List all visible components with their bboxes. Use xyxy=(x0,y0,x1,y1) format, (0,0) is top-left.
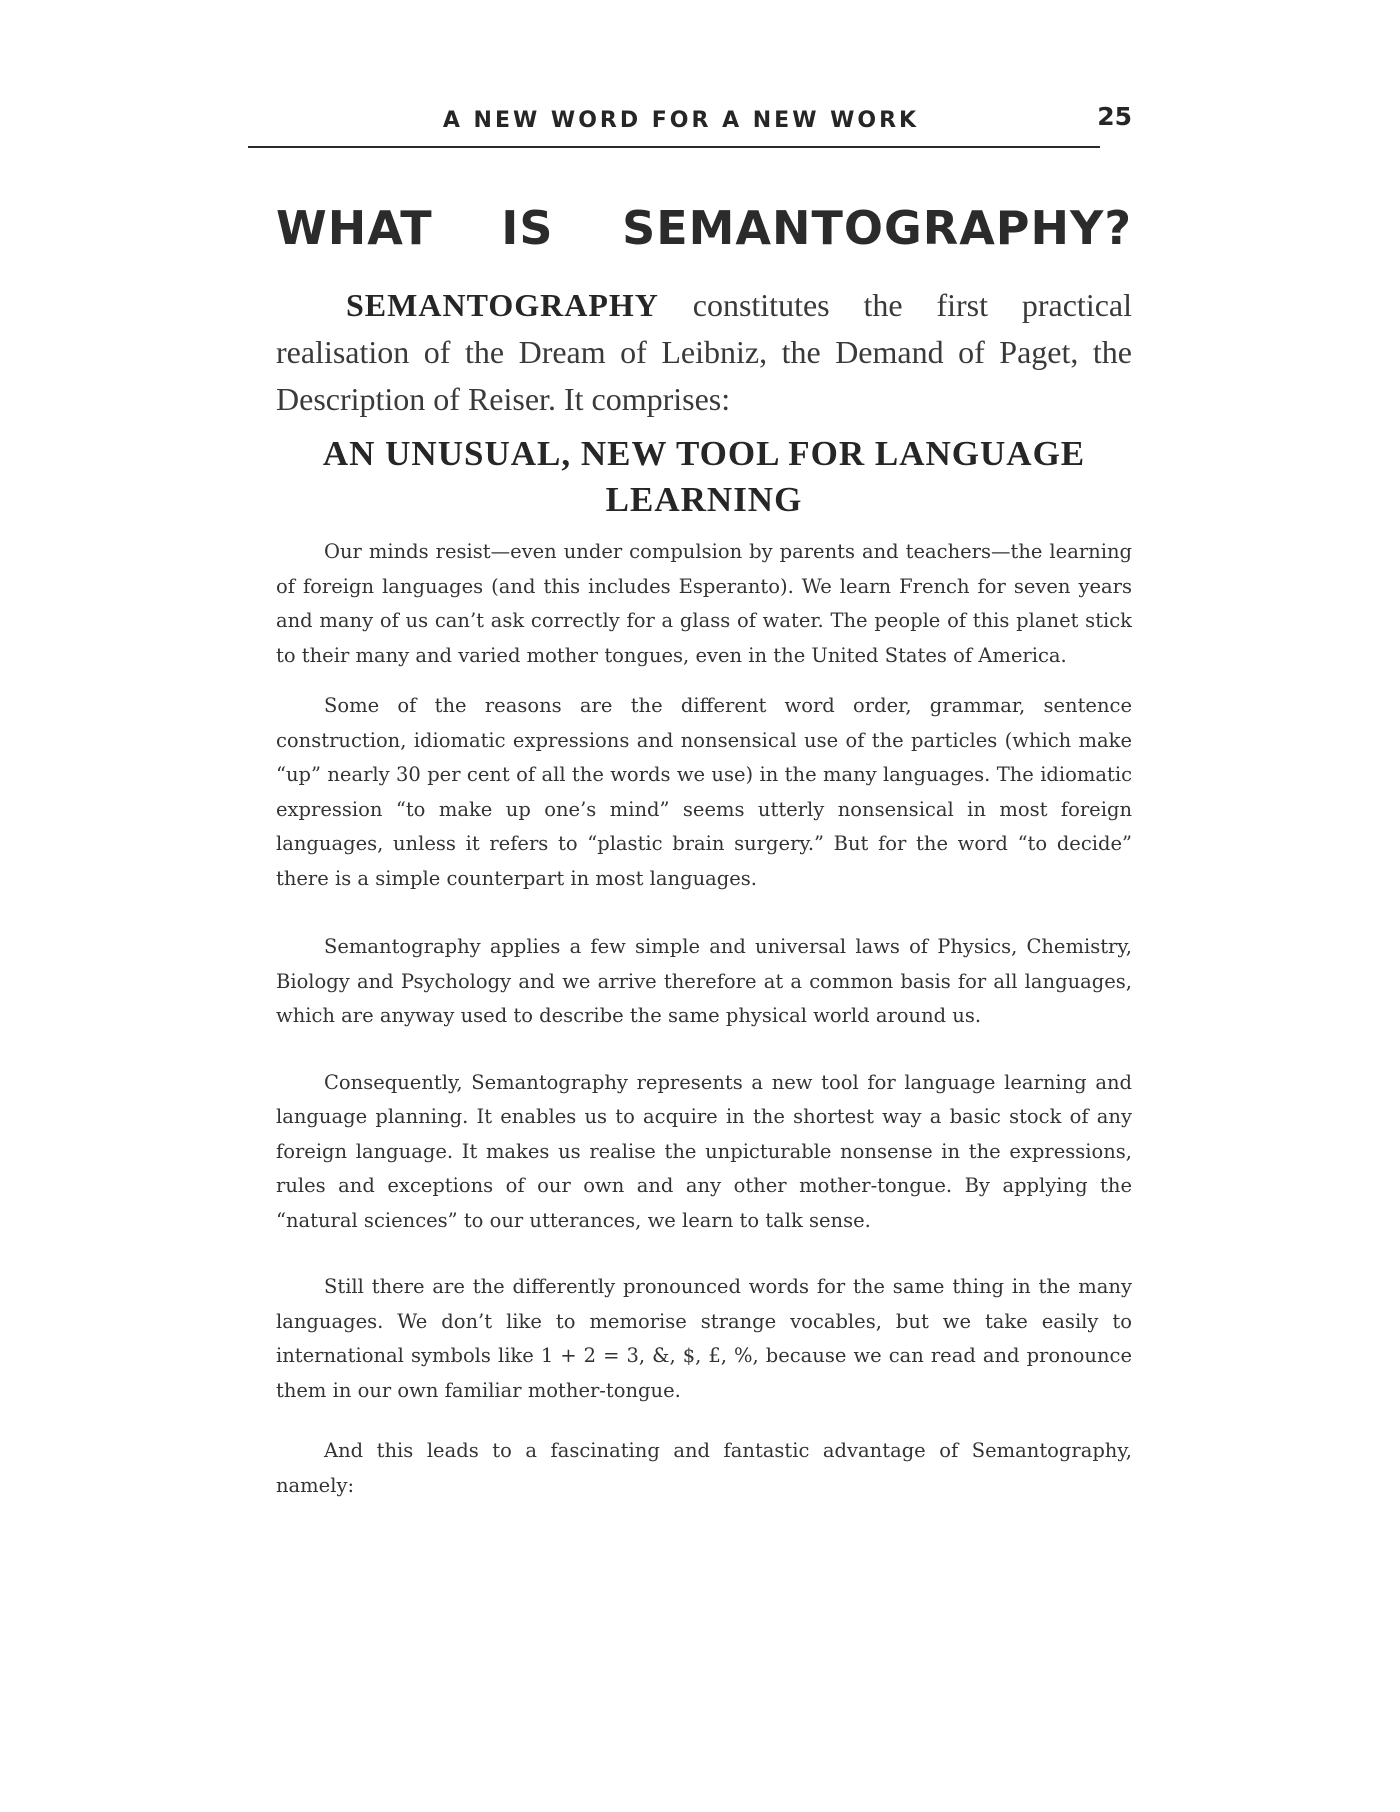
body-paragraph: Still there are the differently pronounced words for the same thing in the many languages. We don’t like to memorise strange vocables, but we take easily to international symbols like 1 + 2 = 3, &, $, £, %, because we can read and pronounce them in our own familiar mother-tongue. xyxy=(276,1275,1132,1402)
page-number: 25 xyxy=(1097,102,1132,131)
intro-text: constitutes the first practical realisation of the Dream of Leibniz, the Demand of Paget, the Description of Reiser. It comprises: xyxy=(276,287,1132,417)
header-rule xyxy=(248,146,1100,148)
body-paragraph: And this leads to a fascinating and fantastic advantage of Semantography, namely: xyxy=(276,1439,1132,1497)
running-header xyxy=(276,96,1132,148)
body-paragraph: Some of the reasons are the different word order, grammar, sentence construction, idiomatic expressions and nonsensical use of the particles (which make “up” nearly 30 per cent of all the words we use) in the many languages. The idiomatic expression “to make up one’s mind” seems utterly nonsensical in most foreign languages, unless it refers to “plastic brain surgery.” But for the word “to decide” there is a simple counterpart in most languages. xyxy=(276,694,1132,890)
running-title: A NEW WORD FOR A NEW WORK xyxy=(442,108,920,133)
body-paragraph: Our minds resist—even under compulsion by parents and teachers—the learning of foreign languages (and this includes Esperanto). We learn French for seven years and many of us can’t ask correctly for a glass of water. The people of this planet stick to their many and varied mother tongues, even in the United States of America. xyxy=(276,540,1132,667)
body-paragraph: Semantography applies a few simple and universal laws of Physics, Chemistry, Biology and Psychology and we arrive therefore at a common basis for all languages, which are anyway used to describe the same physical world around us. xyxy=(276,935,1132,1027)
book-page xyxy=(276,96,1132,1503)
section-heading: AN UNUSUAL, NEW TOOL FOR LANGUAGE LEARNING xyxy=(322,434,1086,519)
page-title: WHAT IS SEMANTOGRAPHY? xyxy=(276,201,1132,255)
intro-paragraph xyxy=(276,282,1132,423)
intro-lead-word: SEMANTOGRAPHY xyxy=(346,287,659,323)
body-paragraph: Consequently, Semantography represents a new tool for language learning and language planning. It enables us to acquire in the shortest way a basic stock of any foreign language. It makes us realise the unpicturable nonsense in the expressions, rules and exceptions of our own and any other mother-tongue. By applying the “natural sciences” to our utterances, we learn to talk sense. xyxy=(276,1070,1132,1232)
